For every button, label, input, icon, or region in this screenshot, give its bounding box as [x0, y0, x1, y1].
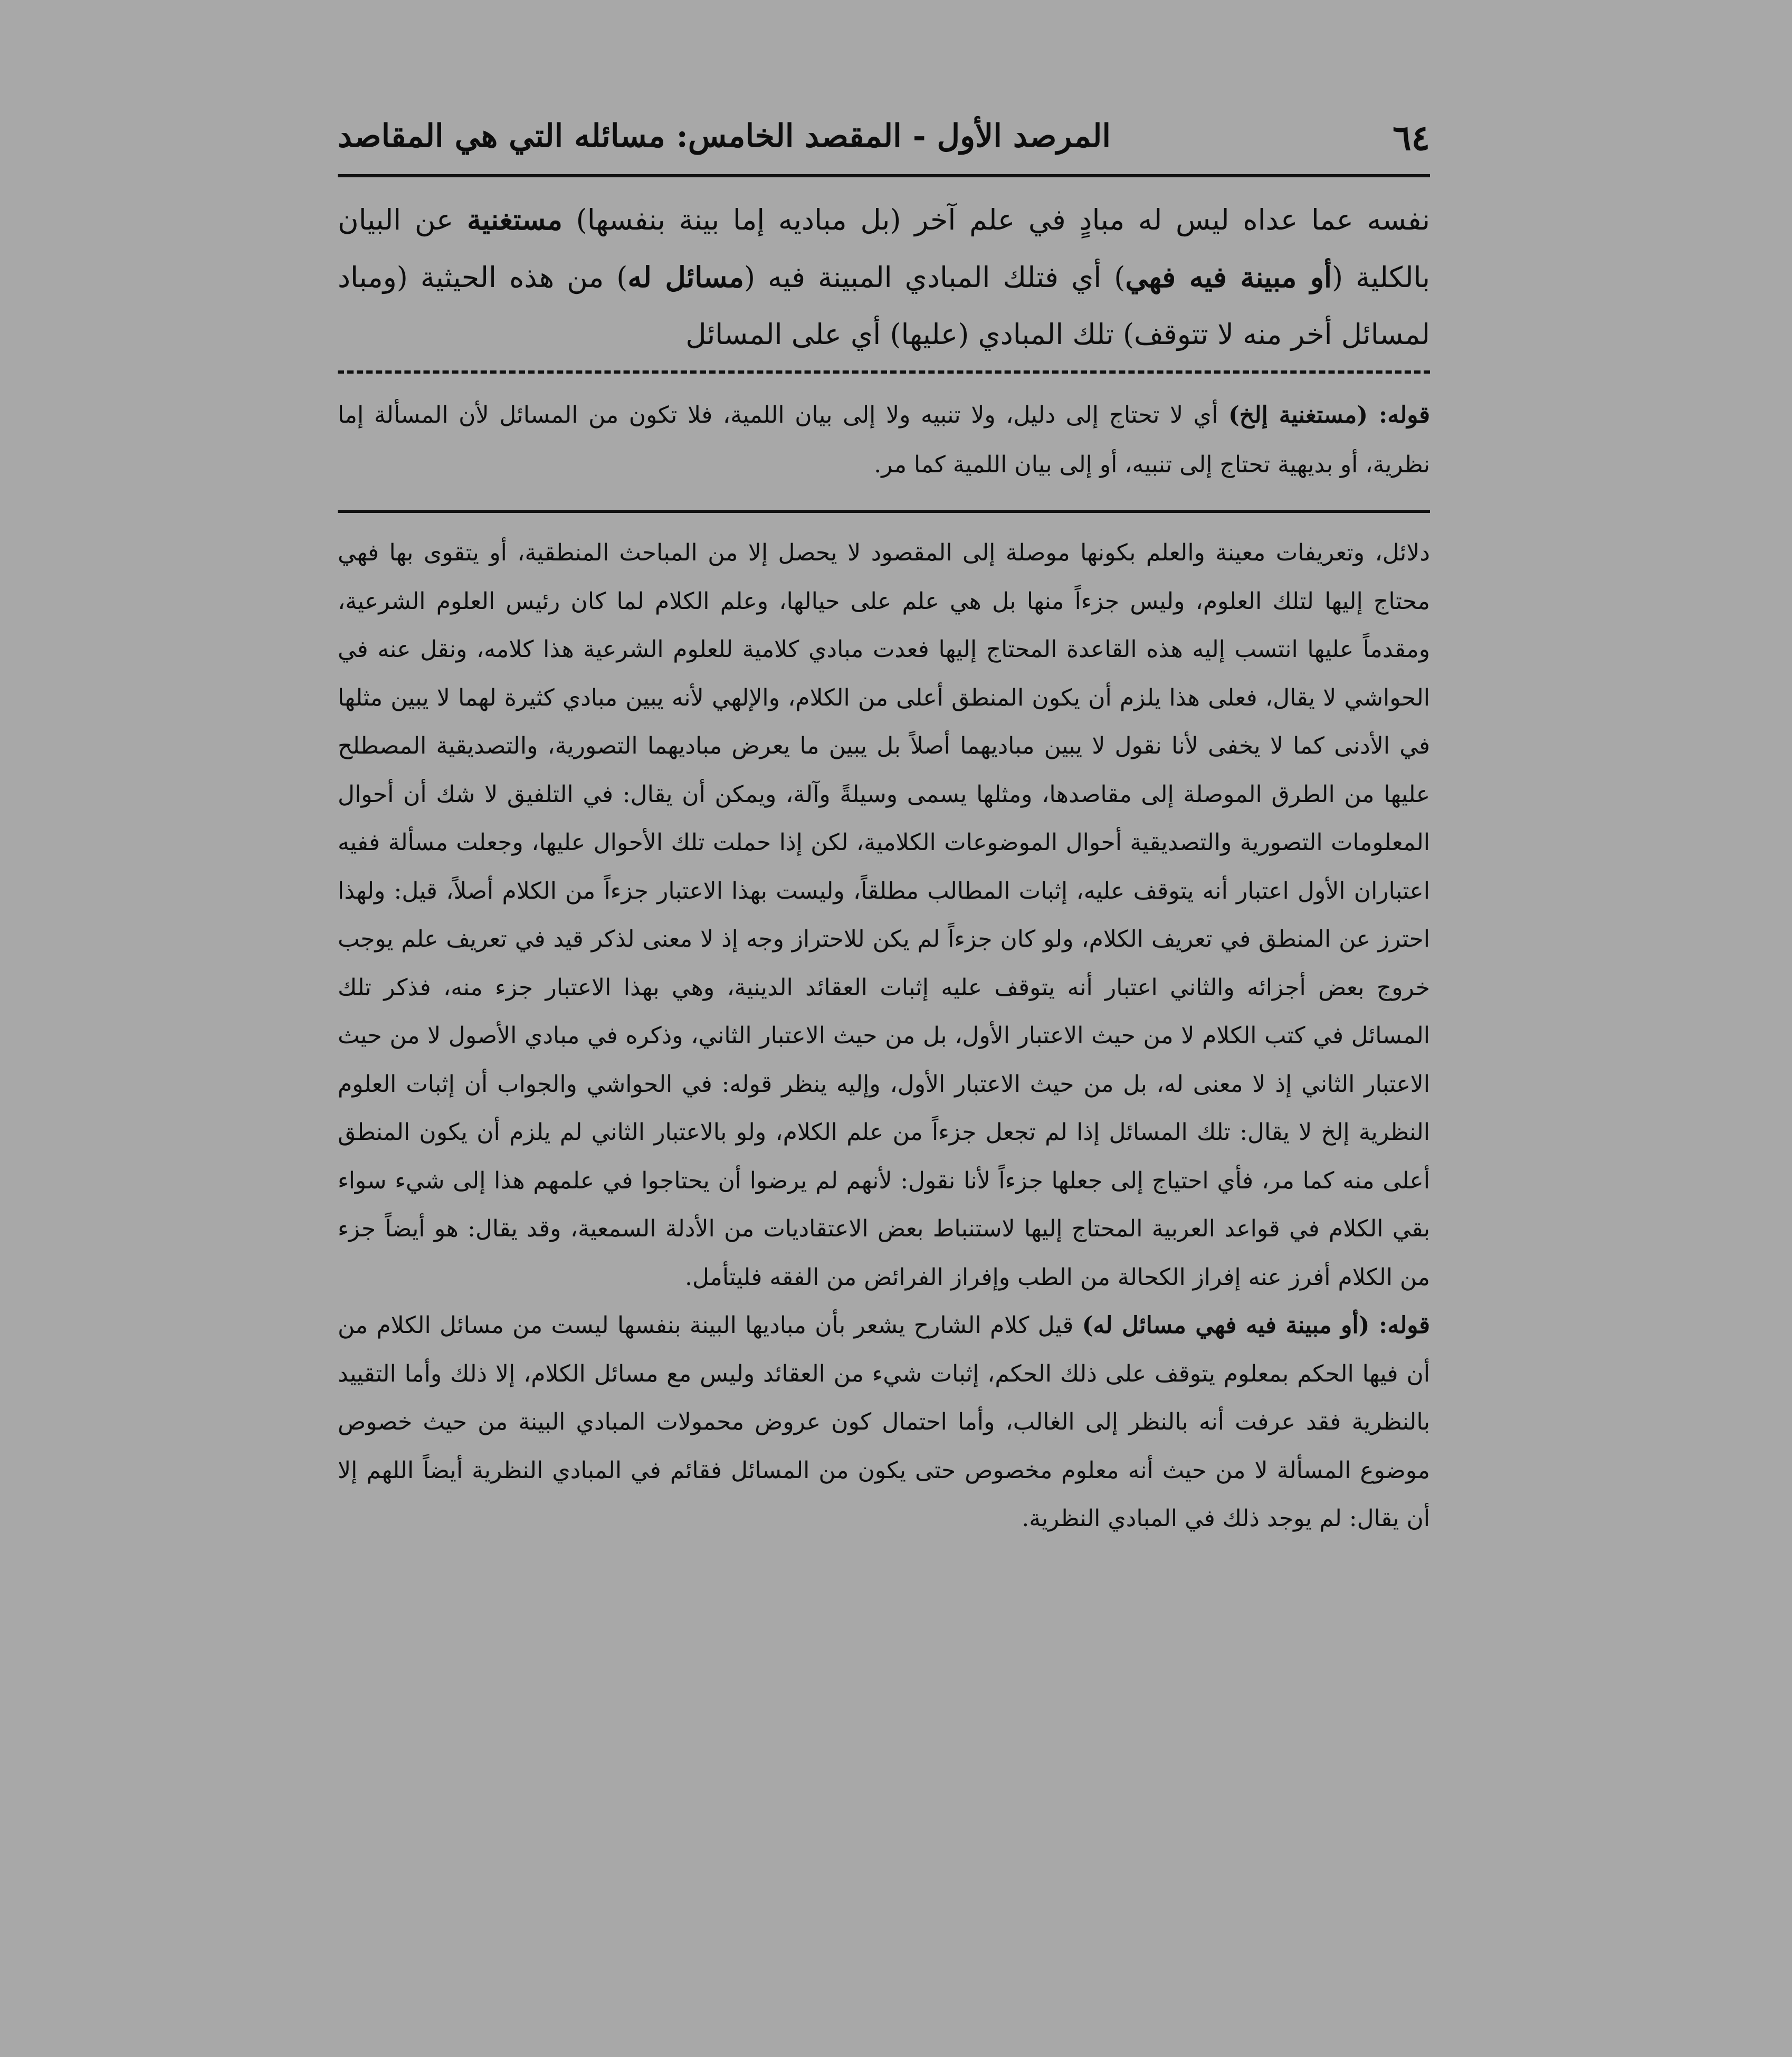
- solid-divider: [338, 510, 1430, 513]
- gloss-paragraph: [338, 1301, 1430, 1543]
- running-title: المرصد الأول - المقصد الخامس: مسائله التي هي المقاصد: [338, 118, 1111, 155]
- main-text: [338, 191, 1430, 363]
- main-text-segment: ) من هذه الحيثية (ومباد لمسائل أخر منه لا تتوقف) تلك المبادي (عليها) أي على المسائل: [338, 261, 1430, 351]
- dashed-divider: [338, 370, 1430, 374]
- main-text-bold: مستغنية: [466, 203, 563, 236]
- gloss-paragraph-text: قيل كلام الشارح يشعر بأن مباديها البينة بنفسها ليست من مسائل الكلام من أن فيها الحكم بمعلوم يتوقف على ذلك الحكم، إثبات شيء من العقائد وليس مع مسائل الكلام، إلا ذلك وأما التقييد بالنظرية فقد عرفت أنه بالنظر إلى الغالب، وأما احتمال كون عروض محمولات المبادي البينة من حيث خصوص موضوع المسألة لا من حيث أنه معلوم مخصوص حتى يكون من المسائل فقائم في المبادي النظرية أيضاً اللهم إلا أن يقال: لم يوجد ذلك في المبادي النظرية.: [338, 1312, 1430, 1532]
- main-text-bold: أو مبينة فيه فهي: [1125, 260, 1332, 294]
- page-header: [338, 106, 1430, 177]
- main-text-segment: نفسه عما عداه ليس له مبادٍ في علم آخر (بل مباديه إما بينة بنفسها): [562, 203, 1431, 236]
- commentary-lemma: قوله: (مستغنية إلخ): [1228, 402, 1431, 428]
- gloss-lemma: قوله: (أو مبينة فيه فهي مسائل له): [1082, 1312, 1430, 1339]
- page-number: ٦٤: [1393, 117, 1430, 158]
- main-text-segment: ) أي فتلك المبادي المبينة فيه (: [744, 261, 1126, 294]
- commentary-text: أي لا تحتاج إلى دليل، ولا تنبيه ولا إلى بيان اللمية، فلا تكون من المسائل لأن المسألة إما نظرية، أو بديهية تحتاج إلى تنبيه، أو إلى بيان اللمية كما مر.: [338, 402, 1430, 478]
- book-page: [338, 106, 1430, 1543]
- commentary-note: [338, 391, 1430, 490]
- main-text-segment: عن البيان بالكلية (: [338, 203, 1430, 294]
- main-text-bold: مسائل له: [627, 260, 744, 294]
- gloss-paragraph: دلائل، وتعريفات معينة والعلم بكونها موصلة إلى المقصود لا يحصل إلا من المباحث المنطقية، أو يتقوى بها فهي محتاج إليها لتلك العلوم، وليس جزءاً منها بل هي علم على حيالها، وعلم الكلام لما كان رئيس العلوم الشرعية، ومقدماً عليها انتسب إليه هذه القاعدة المحتاج إليها فعدت مبادي كلامية للعلوم الشرعية هذا كلامه، ونقل عنه في الحواشي لا يقال، فعلى هذا يلزم أن يكون المنطق أعلى من الكلام، والإلهي لأنه يبين مبادي كثيرة لهما لا يبين مثلها في الأدنى كما لا يخفى لأنا نقول لا يبين مباديهما أصلاً بل يبين ما يعرض مباديهما التصورية، والتصديقية المصطلح عليها من الطرق الموصلة إلى مقاصدها، ومثلها يسمى وسيلةً وآلة، ويمكن أن يقال: في التلفيق لا شك أن أحوال المعلومات التصورية والتصديقية أحوال الموضوعات الكلامية، لكن إذا حملت تلك الأحوال عليها، وجعلت مسألة ففيه اعتباران الأول اعتبار أنه يتوقف عليه، إثبات المطالب مطلقاً، وليست بهذا الاعتبار جزءاً من الكلام أصلاً، قيل: ولهذا احترز عن المنطق في تعريف الكلام، ولو كان جزءاً لم يكن للاحتراز وجه إذ لا معنى لذكر قيد في تعريف علم يوجب خروج بعض أجزائه والثاني اعتبار أنه يتوقف عليه إثبات العقائد الدينية، وهي بهذا الاعتبار جزء منه، فذكر تلك المسائل في كتب الكلام لا من حيث الاعتبار الأول، بل من حيث الاعتبار الثاني، وذكره في مبادي الأصول لا من حيث الاعتبار الثاني إذ لا معنى له، بل من حيث الاعتبار الأول، وإليه ينظر قوله: في الحواشي والجواب أن إثبات العلوم النظرية إلخ لا يقال: تلك المسائل إذا لم تجعل جزءاً من علم الكلام، ولو بالاعتبار الثاني لم يلزم أن يكون المنطق أعلى منه كما مر، فأي احتياج إلى جعلها جزءاً لأنا نقول: لأنهم لم يرضوا أن يحتاجوا في علمهم هذا إلى شيء سواء بقي الكلام في قواعد العربية المحتاج إليها لاستنباط بعض الاعتقاديات من الأدلة السمعية، وقد يقال: هو أيضاً جزء من الكلام أفرز عنه إفراز الكحالة من الطب وإفراز الفرائض من الفقه فليتأمل.: [338, 539, 1431, 1291]
- gloss-text: [338, 529, 1430, 1543]
